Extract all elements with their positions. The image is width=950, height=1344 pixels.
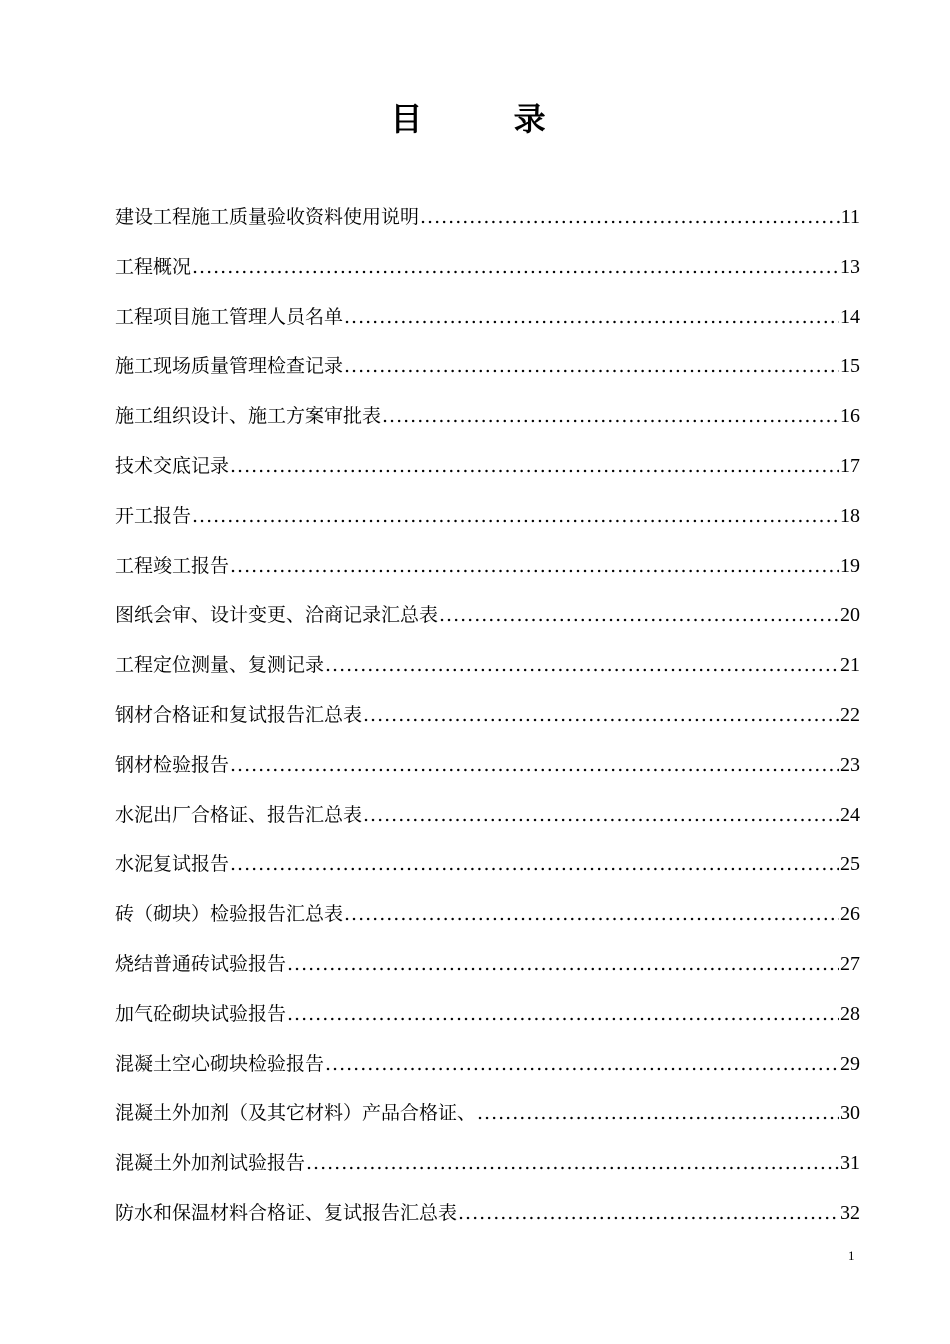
toc-dot-leader bbox=[344, 293, 839, 343]
toc-entry[interactable] bbox=[115, 791, 860, 841]
toc-entry-label: 工程项目施工管理人员名单 bbox=[115, 305, 344, 328]
toc-entry[interactable] bbox=[115, 492, 860, 542]
toc-entry-label: 工程定位测量、复测记录 bbox=[115, 654, 325, 677]
toc-entry[interactable] bbox=[115, 691, 860, 741]
toc-dot-leader bbox=[420, 193, 840, 243]
toc-entry-label: 烧结普通砖试验报告 bbox=[115, 952, 287, 975]
toc-entry-label: 工程概况 bbox=[115, 255, 192, 278]
toc-dot-leader bbox=[477, 1089, 839, 1139]
toc-entry-label: 混凝土空心砌块检验报告 bbox=[115, 1052, 325, 1075]
toc-dot-leader bbox=[306, 1139, 839, 1189]
toc-entry-label: 混凝土外加剂（及其它材料）产品合格证、 bbox=[115, 1102, 477, 1125]
toc-entry[interactable] bbox=[115, 890, 860, 940]
toc-entry[interactable] bbox=[115, 293, 860, 343]
toc-entry-page: 11 bbox=[840, 206, 860, 228]
toc-entry-page: 27 bbox=[840, 952, 860, 975]
toc-entry[interactable] bbox=[115, 392, 860, 442]
toc-entry[interactable] bbox=[115, 940, 860, 990]
toc-entry-label: 施工组织设计、施工方案审批表 bbox=[115, 405, 382, 428]
toc-dot-leader bbox=[382, 392, 839, 442]
toc-entry[interactable] bbox=[115, 542, 860, 592]
toc-entry-label: 水泥出厂合格证、报告汇总表 bbox=[115, 803, 363, 826]
toc-entry-page: 30 bbox=[840, 1102, 860, 1125]
toc-entry-page: 16 bbox=[840, 405, 860, 428]
toc-entry[interactable] bbox=[115, 193, 860, 243]
toc-dot-leader bbox=[230, 442, 839, 492]
toc-entry-page: 15 bbox=[840, 355, 860, 378]
toc-dot-leader bbox=[363, 791, 839, 841]
toc-dot-leader bbox=[192, 492, 839, 542]
toc-entry-label: 水泥复试报告 bbox=[115, 853, 230, 876]
toc-dot-leader bbox=[230, 542, 839, 592]
toc-entry-page: 19 bbox=[840, 554, 860, 577]
toc-dot-leader bbox=[439, 591, 839, 641]
toc-entry-page: 23 bbox=[840, 753, 860, 776]
toc-entry[interactable] bbox=[115, 442, 860, 492]
toc-entry-page: 28 bbox=[840, 1002, 860, 1025]
toc-entry-page: 13 bbox=[840, 255, 860, 278]
toc-dot-leader bbox=[192, 243, 839, 293]
toc-dot-leader bbox=[458, 1189, 839, 1239]
page-title: 目 录 bbox=[390, 100, 586, 138]
toc-entry[interactable] bbox=[115, 840, 860, 890]
toc-dot-leader bbox=[344, 890, 839, 940]
toc-entry-label: 技术交底记录 bbox=[115, 454, 230, 477]
toc-entry-label: 防水和保温材料合格证、复试报告汇总表 bbox=[115, 1201, 458, 1224]
toc-entry-label: 钢材合格证和复试报告汇总表 bbox=[115, 703, 363, 726]
toc-entry[interactable] bbox=[115, 342, 860, 392]
toc-entry-page: 21 bbox=[840, 654, 860, 677]
toc-dot-leader bbox=[363, 691, 839, 741]
toc-entry[interactable] bbox=[115, 741, 860, 791]
toc-entry[interactable] bbox=[115, 591, 860, 641]
toc-dot-leader bbox=[325, 641, 839, 691]
toc-entry-page: 29 bbox=[840, 1052, 860, 1075]
toc-entry-page: 25 bbox=[840, 853, 860, 876]
toc-entry-page: 20 bbox=[840, 604, 860, 627]
toc-entry[interactable] bbox=[115, 1040, 860, 1090]
toc-dot-leader bbox=[230, 741, 839, 791]
toc-entry-label: 加气砼砌块试验报告 bbox=[115, 1002, 287, 1025]
toc-entry[interactable] bbox=[115, 990, 860, 1040]
toc-entry-label: 施工现场质量管理检查记录 bbox=[115, 355, 344, 378]
toc-dot-leader bbox=[344, 342, 839, 392]
toc-entry[interactable] bbox=[115, 1139, 860, 1189]
page-number: 1 bbox=[848, 1248, 855, 1263]
toc-entry-label: 开工报告 bbox=[115, 504, 192, 527]
toc-entry[interactable] bbox=[115, 243, 860, 293]
toc-entry-label: 工程竣工报告 bbox=[115, 554, 230, 577]
toc-entry-page: 17 bbox=[840, 454, 860, 477]
toc-entry-page: 32 bbox=[840, 1201, 860, 1224]
toc-entry-page: 14 bbox=[840, 305, 860, 328]
toc-entry-label: 砖（砌块）检验报告汇总表 bbox=[115, 903, 344, 926]
toc-entry-label: 钢材检验报告 bbox=[115, 753, 230, 776]
toc-dot-leader bbox=[325, 1040, 839, 1090]
toc-entry-page: 22 bbox=[840, 703, 860, 726]
toc-entry-page: 18 bbox=[840, 504, 860, 527]
toc-entry-label: 建设工程施工质量验收资料使用说明 bbox=[115, 206, 420, 228]
table-of-contents bbox=[115, 193, 860, 1239]
toc-entry-label: 图纸会审、设计变更、洽商记录汇总表 bbox=[115, 604, 439, 627]
toc-entry[interactable] bbox=[115, 1189, 860, 1239]
toc-entry-page: 24 bbox=[840, 803, 860, 826]
toc-entry[interactable] bbox=[115, 641, 860, 691]
toc-entry-label: 混凝土外加剂试验报告 bbox=[115, 1152, 306, 1175]
toc-dot-leader bbox=[287, 940, 839, 990]
toc-dot-leader bbox=[287, 990, 839, 1040]
toc-entry-page: 26 bbox=[840, 903, 860, 926]
toc-entry[interactable] bbox=[115, 1089, 860, 1139]
toc-dot-leader bbox=[230, 840, 839, 890]
toc-entry-page: 31 bbox=[840, 1152, 860, 1175]
